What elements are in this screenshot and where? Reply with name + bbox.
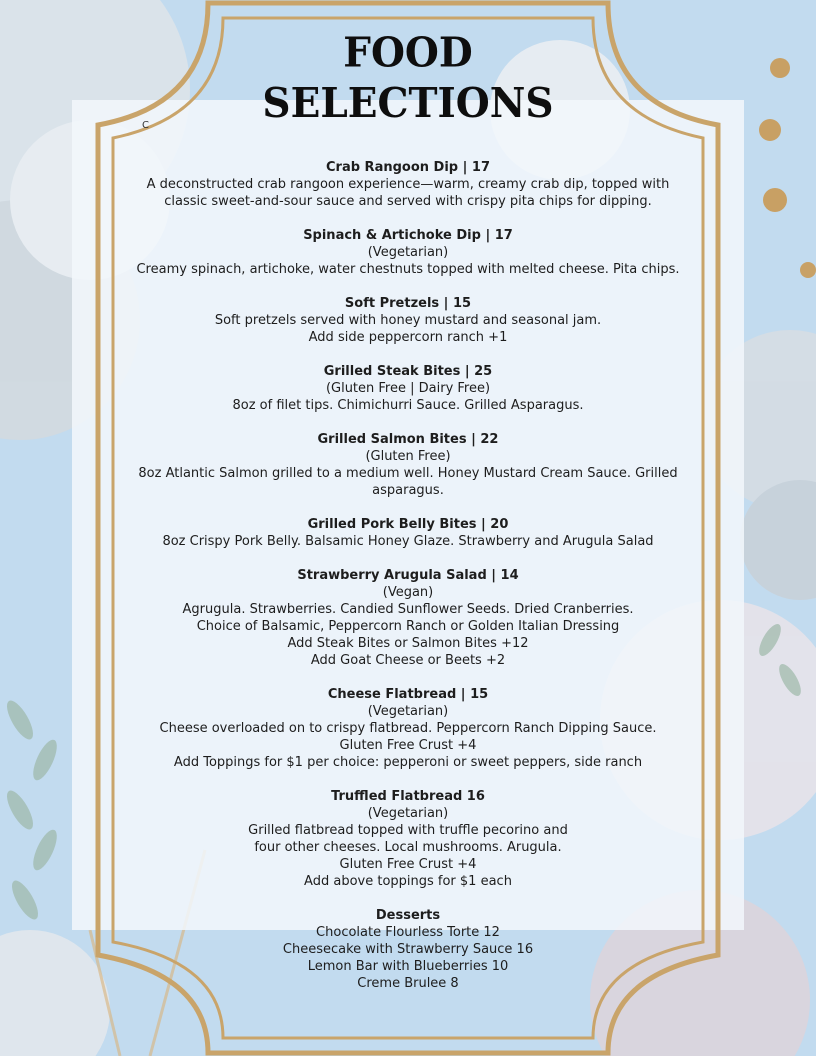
menu-item-description-line: Grilled flatbread topped with truffle pecorino and	[248, 823, 568, 838]
menu-item-name: Grilled Steak Bites | 25	[323, 364, 493, 379]
menu-item-description-line: Agrugula. Strawberries. Candied Sunflower Seeds. Dried Cranberries.	[182, 602, 634, 617]
menu-item-description-line: (Vegan)	[382, 585, 434, 600]
menu-item-description-line: (Vegetarian)	[367, 704, 449, 719]
page-title	[0, 27, 816, 129]
menu-item-name: Strawberry Arugula Salad | 14	[297, 568, 519, 583]
stray-mark: C	[142, 120, 149, 131]
menu-item-name: Desserts	[375, 908, 441, 923]
menu-item-description-line: Gluten Free Crust +4	[339, 857, 477, 872]
menu-item-description-line: Soft pretzels served with honey mustard and seasonal jam.	[214, 313, 602, 328]
menu-item-description-line: 8oz of filet tips. Chimichurri Sauce. Grilled Asparagus.	[232, 398, 584, 413]
menu-item-description-line: Add Toppings for $1 per choice: pepperoni or sweet peppers, side ranch	[173, 755, 643, 770]
menu-item	[120, 686, 696, 771]
menu-item-name: Spinach & Artichoke Dip | 17	[303, 228, 513, 243]
menu-item-description-line: classic sweet-and-sour sauce and served with crispy pita chips for dipping.	[164, 194, 652, 209]
menu-list	[120, 159, 696, 1009]
title-line-2: SELECTIONS	[262, 79, 554, 128]
menu-item	[120, 788, 696, 890]
menu-item-description-line: (Vegetarian)	[367, 806, 449, 821]
menu-item-description-line: 8oz Crispy Pork Belly. Balsamic Honey Glaze. Strawberry and Arugula Salad	[162, 534, 654, 549]
menu-item-name: Cheese Flatbread | 15	[327, 687, 489, 702]
title-line-1: FOOD	[343, 28, 473, 77]
menu-item	[120, 516, 696, 550]
menu-item-description-line: A deconstructed crab rangoon experience—warm, creamy crab dip, topped with	[146, 177, 670, 192]
menu-item-description-line: Chocolate Flourless Torte 12	[316, 925, 500, 940]
menu-item-name: Grilled Pork Belly Bites | 20	[307, 517, 509, 532]
menu-item-description-line: Creamy spinach, artichoke, water chestnuts topped with melted cheese. Pita chips.	[136, 262, 680, 277]
menu-item-description-line: four other cheeses. Local mushrooms. Arugula.	[254, 840, 562, 855]
menu-item-description-line: Cheesecake with Strawberry Sauce 16	[282, 942, 534, 957]
menu-item-description-line: (Gluten Free)	[365, 449, 451, 464]
menu-item-description-line: Choice of Balsamic, Peppercorn Ranch or Golden Italian Dressing	[196, 619, 620, 634]
menu-item-description-line: Gluten Free Crust +4	[339, 738, 477, 753]
menu-item-description-line: 8oz Atlantic Salmon grilled to a medium well. Honey Mustard Cream Sauce. Grilled	[138, 466, 678, 481]
menu-item	[120, 159, 696, 210]
menu-item-description-line: Lemon Bar with Blueberries 10	[307, 959, 509, 974]
menu-item-description-line: Cheese overloaded on to crispy flatbread. Peppercorn Ranch Dipping Sauce.	[159, 721, 657, 736]
menu-item	[120, 227, 696, 278]
menu-item-name: Crab Rangoon Dip | 17	[326, 160, 490, 175]
menu-item	[120, 907, 696, 992]
menu-item-description-line: (Vegetarian)	[367, 245, 449, 260]
menu-item-description-line: asparagus.	[372, 483, 444, 498]
menu-item-description-line: Add above toppings for $1 each	[304, 874, 512, 889]
menu-item-description-line: Add Steak Bites or Salmon Bites +12	[287, 636, 529, 651]
menu-item	[120, 567, 696, 669]
menu-item-name: Truffled Flatbread 16	[331, 789, 485, 804]
menu-item-description-line: (Gluten Free | Dairy Free)	[325, 381, 491, 396]
menu-item-description-line: Creme Brulee 8	[357, 976, 459, 991]
menu-item-name: Soft Pretzels | 15	[344, 296, 472, 311]
menu-item-description-line: Add side peppercorn ranch +1	[308, 330, 508, 345]
menu-item-description-line: Add Goat Cheese or Beets +2	[310, 653, 506, 668]
menu-item-name: Grilled Salmon Bites | 22	[317, 432, 499, 447]
menu-item	[120, 431, 696, 499]
menu-item	[120, 363, 696, 414]
menu-item	[120, 295, 696, 346]
